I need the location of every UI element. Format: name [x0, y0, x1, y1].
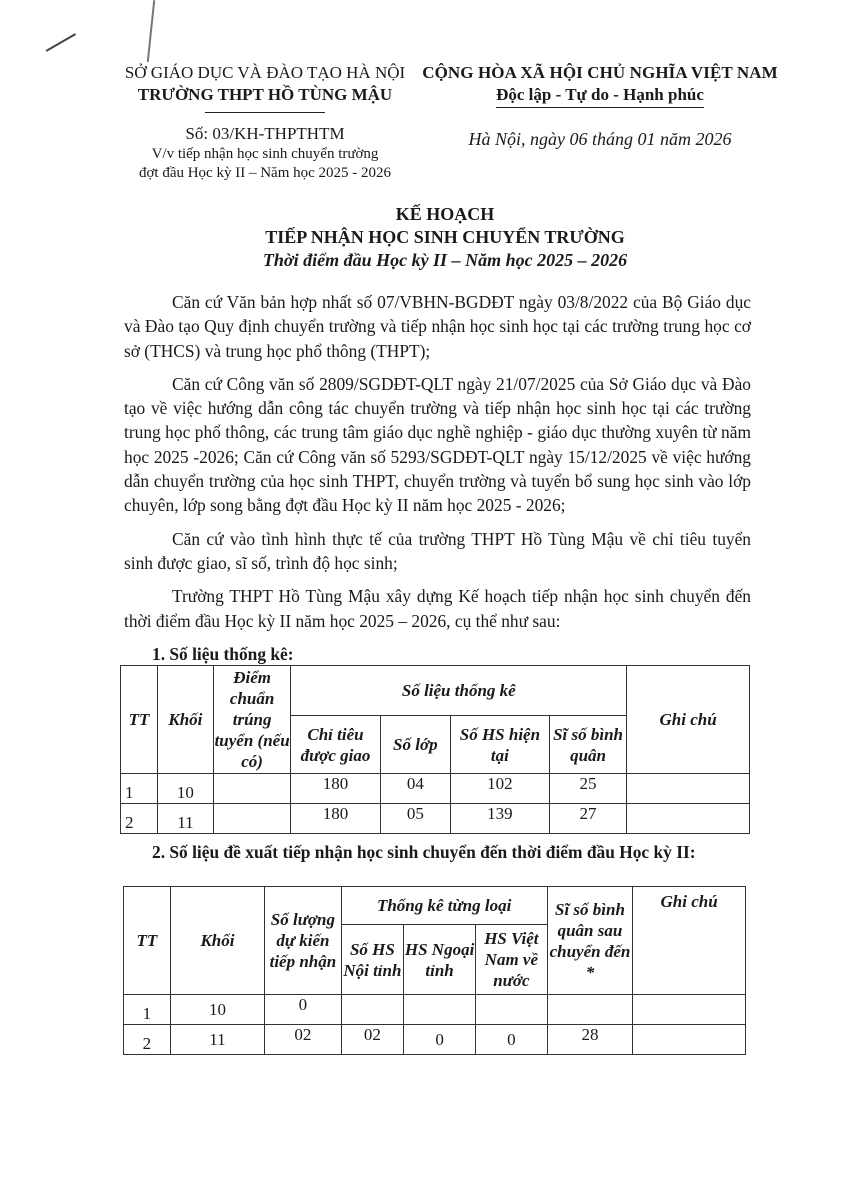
group-header: Số liệu thống kê — [291, 666, 627, 716]
header-left — [110, 62, 420, 183]
pen-mark — [147, 0, 155, 62]
statistics-table — [120, 665, 750, 834]
section-heading: 2. Số liệu đề xuất tiếp nhận học sinh chuyển đến thời điểm đầu Học kỳ II: — [152, 842, 696, 862]
col-header: Số lượng dự kiến tiếp nhận — [265, 887, 341, 995]
agency-name: SỞ GIÁO DỤC VÀ ĐÀO TẠO HÀ NỘI — [124, 63, 406, 82]
col-header: Ghi chú — [633, 887, 746, 995]
motto: Độc lập - Tự do - Hạnh phúc — [496, 84, 704, 108]
paragraph: Căn cứ Công văn số 2809/SGDĐT-QLT ngày 21/07/2025 của Sở Giáo dục và Đào tạo về việc hướng dẫn công tác chuyển trường và tiếp nhận học sinh học tại các trường trung học phổ thông, các trung tâm giáo dục nghề nghiệp - giáo dục thường xuyên từ năm học 2025 -2026; Căn cứ Công văn số 5293/SGDĐT-QLT ngày 15/12/2025 về việc hướng dẫn chuyển trường của học sinh THPT, chuyển trường và tuyển bổ sung học sinh vào lớp chuyên, lớp song bằng đợt đầu Học kỳ II năm học 2025 - 2026; — [124, 373, 751, 516]
col-header: Sĩ số bình quân sau chuyển đến * — [547, 887, 632, 995]
divider — [205, 112, 325, 113]
col-header: HS Ngoại tỉnh — [404, 925, 476, 995]
col-header: Số HS Nội tỉnh — [341, 925, 404, 995]
group-header: Thống kê từng loại — [341, 887, 547, 925]
table-row: 2 11 02 02 0 0 28 — [124, 1025, 746, 1055]
col-header: Sĩ số bình quân — [549, 716, 626, 774]
col-header: Số HS hiện tại — [450, 716, 549, 774]
col-header: TT — [124, 887, 171, 995]
paragraph: Trường THPT Hồ Tùng Mậu xây dựng Kế hoạch tiếp nhận học sinh chuyển đến thời điểm đầu Học kỳ II năm học 2025 – 2026, cụ thể như sau: — [124, 586, 751, 631]
document-number: Số: 03/KH-THPTHTM — [185, 124, 345, 143]
col-header: Ghi chú — [627, 666, 750, 774]
col-header: TT — [121, 666, 158, 774]
school-name: TRƯỜNG THPT HỒ TÙNG MẬU — [137, 85, 393, 104]
subject-line: V/v tiếp nhận học sinh chuyển trường — [151, 146, 379, 162]
document-body — [124, 290, 751, 666]
proposal-table — [123, 886, 746, 1055]
nation-name: CỘNG HÒA XÃ HỘI CHỦ NGHĨA VIỆT NAM — [422, 63, 778, 82]
table-row: 2 11 180 05 139 27 — [121, 804, 750, 834]
title-subtitle: Thời điểm đầu Học kỳ II – Năm học 2025 – 2026 — [262, 250, 628, 270]
col-header: HS Việt Nam về nước — [475, 925, 547, 995]
subject-line: đợt đầu Học kỳ II – Năm học 2025 - 2026 — [138, 165, 392, 181]
table-row: 1 10 0 — [124, 995, 746, 1025]
table-row: 1 10 180 04 102 25 — [121, 774, 750, 804]
col-header: Số lớp — [380, 716, 450, 774]
header-right — [420, 62, 780, 150]
title-line: KẾ HOẠCH — [395, 204, 495, 224]
col-header: Điểm chuẩn trúng tuyển (nếu có) — [213, 666, 290, 774]
col-header: Khối — [157, 666, 213, 774]
col-header: Chỉ tiêu được giao — [291, 716, 380, 774]
document-date: Hà Nội, ngày 06 tháng 01 năm 2026 — [468, 129, 732, 149]
document-title — [200, 203, 690, 272]
col-header: Khối — [170, 887, 265, 995]
pen-mark — [46, 33, 76, 51]
title-line: TIẾP NHẬN HỌC SINH CHUYỂN TRƯỜNG — [265, 227, 625, 247]
paragraph: Căn cứ Văn bản hợp nhất số 07/VBHN-BGDĐT ngày 03/8/2022 của Bộ Giáo dục và Đào tạo Quy định chuyển trường và tiếp nhận học sinh học tại các trường trung học cơ sở (THCS) và trung học phổ thông (THPT); — [124, 292, 751, 361]
paragraph: Căn cứ vào tình hình thực tế của trường THPT Hồ Tùng Mậu về chỉ tiêu tuyển sinh được giao, sĩ số, trình độ học sinh; — [124, 528, 751, 573]
section-heading: 1. Số liệu thống kê: — [152, 643, 294, 664]
